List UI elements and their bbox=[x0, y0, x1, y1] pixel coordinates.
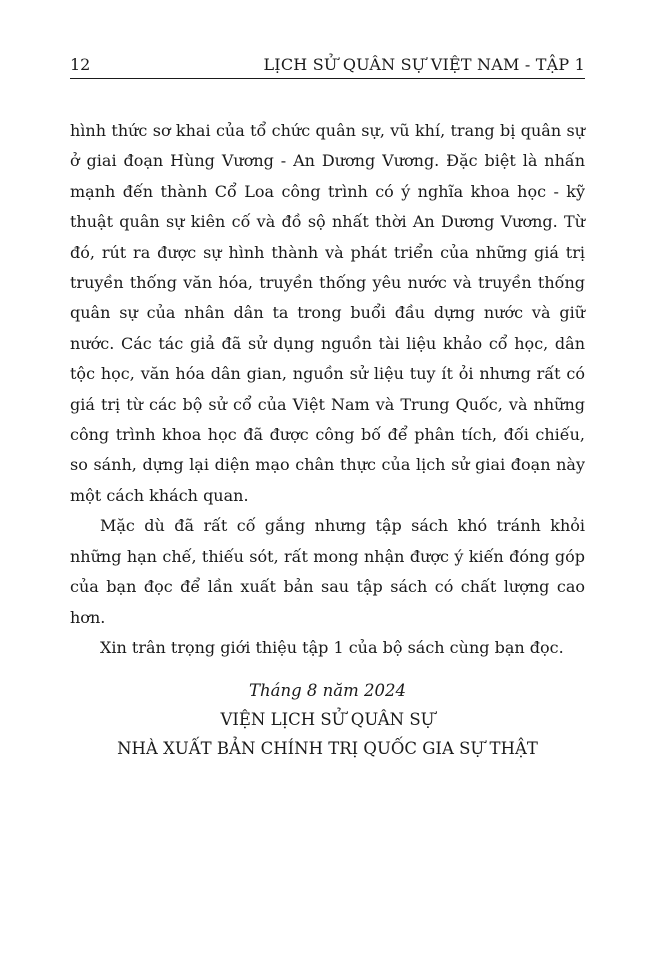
signature-date: Tháng 8 năm 2024 bbox=[249, 681, 406, 700]
paragraph-continued: hình thức sơ khai của tổ chức quân sự, vũ khí, trang bị quân sự ở giai đoạn Hùng Vương - An Dương Vương. Đặc biệt là nhấn mạnh đến thành Cổ Loa công trình có ý nghĩa khoa học - kỹ thuật quân sự kiên cố và đồ sộ nhất thời An Dương Vương. Từ đó, rút ra được sự hình thành và phát triển của những giá trị truyền thống văn hóa, truyền thống yêu nước và truyền thống quân sự của nhân dân ta trong buổi đầu dựng nước và giữ nước. Các tác giả đã sử dụng nguồn tài liệu khảo cổ học, dân tộc học, văn hóa dân gian, nguồn sử liệu tuy ít ỏi nhưng rất có giá trị từ các bộ sử cổ của Việt Nam và Trung Quốc, và những công trình khoa học đã được công bố để phân tích, đối chiếu, so sánh, dựng lại diện mạo chân thực của lịch sử giai đoạn này một cách khách quan. bbox=[70, 121, 585, 505]
paragraph-introduction: Xin trân trọng giới thiệu tập 1 của bộ sách cùng bạn đọc. bbox=[100, 637, 564, 657]
signature-publisher: NHÀ XUẤT BẢN CHÍNH TRỊ QUỐC GIA SỰ THẬT bbox=[117, 739, 538, 758]
paragraph-apology: Mặc dù đã rất cố gắng nhưng tập sách khó tránh khỏi những hạn chế, thiếu sót, rất mong nhận được ý kiến đóng góp của bạn đọc để lần xuất bản sau tập sách có chất lượng cao hơn. bbox=[70, 516, 585, 627]
running-header bbox=[70, 54, 585, 79]
body-text bbox=[70, 116, 585, 663]
page-number: 12 bbox=[70, 55, 91, 74]
book-title: LỊCH SỬ QUÂN SỰ VIỆT NAM - TẬP 1 bbox=[263, 55, 585, 74]
book-page bbox=[70, 0, 585, 964]
signature-block bbox=[70, 676, 585, 763]
signature-institute: VIỆN LỊCH SỬ QUÂN SỰ bbox=[220, 710, 435, 729]
